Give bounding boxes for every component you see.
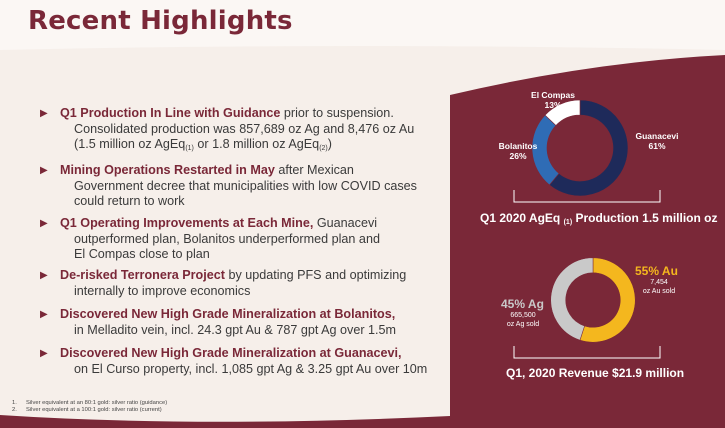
highlight-line: internally to improve economics [74, 283, 251, 298]
bullet-arrow-icon: ▶ [40, 108, 48, 119]
highlight-head: Mining Operations Restarted in May [60, 163, 275, 177]
highlight-operations [40, 163, 460, 210]
bullet-arrow-icon: ▶ [40, 309, 48, 320]
slice-detail-au: 7,454 oz Au sold [642, 279, 676, 295]
slice-label-bolanitos: Bolanitos 26% [498, 141, 538, 161]
production-chart-caption: Q1 2020 AgEq $_{(1)}$ Production 1.5 million oz [480, 211, 718, 226]
highlight-line: Consolidated production was 857,689 oz Ag and 8,476 oz Au [74, 121, 415, 136]
revenue-donut-chart [549, 256, 637, 344]
page-title: Recent Highlights [28, 6, 293, 36]
highlight-rest: prior to suspension. [280, 106, 394, 120]
highlight-bolanitos [40, 307, 460, 338]
highlight-head: Q1 Production In Line with Guidance [60, 106, 281, 120]
highlight-line: on El Curso property, incl. 1,085 gpt Ag & 3.25 gpt Au over 10m [74, 361, 428, 376]
footnote: 1. Silver equivalent at an 80:1 gold: silver ratio (guidance) [12, 400, 168, 406]
bullet-arrow-icon: ▶ [40, 165, 48, 176]
highlight-rest: Guanacevi [313, 216, 378, 230]
highlight-line: El Compas close to plan [74, 247, 210, 262]
highlight-improvements [40, 216, 460, 263]
highlight-line: could return to work [74, 194, 185, 209]
slice-label-au: 55% Au [635, 264, 678, 278]
bullet-arrow-icon: ▶ [40, 218, 48, 229]
highlight-head: De-risked Terronera Project [60, 268, 225, 282]
highlight-head: Discovered New High Grade Mineralization at Guanacevi, [60, 346, 402, 360]
highlight-line: in Melladito vein, incl. 24.3 gpt Au & 787 gpt Ag over 1.5m [74, 322, 397, 337]
highlight-head: Discovered New High Grade Mineralization at Bolanitos, [60, 307, 396, 321]
highlight-guanacevi [40, 346, 460, 377]
slice-detail-ag: 665,500 oz Ag sold [506, 312, 540, 328]
highlight-terronera [40, 268, 460, 299]
chart-bracket [512, 344, 662, 364]
highlight-rest: by updating PFS and optimizing [224, 268, 407, 282]
highlight-line: (1.5 million oz AgEq$_{(1)}$ or 1.8 million oz AgEq$_{(2)}$) [74, 137, 332, 153]
highlight-production [40, 106, 460, 157]
highlight-head: Q1 Operating Improvements at Each Mine, [60, 216, 314, 230]
bullet-arrow-icon: ▶ [40, 348, 48, 359]
production-donut-chart [530, 98, 630, 198]
footnotes [12, 400, 167, 414]
highlight-rest: after Mexican [274, 163, 354, 177]
footnote: 2. Silver equivalent at a 100:1 gold: silver ratio (current) [12, 407, 162, 413]
chart-bracket [512, 188, 662, 208]
bullet-arrow-icon: ▶ [40, 270, 48, 281]
slice-label-ag: 45% Ag [501, 297, 544, 311]
highlight-line: Government decree that municipalities with low COVID cases [74, 178, 417, 193]
highlight-line: outperformed plan, Bolanitos underperformed plan and [74, 231, 380, 246]
slice-label-el-compas: El Compas 13% [531, 90, 575, 110]
slice-label-guanacevi: Guanacevi 61% [635, 131, 679, 151]
revenue-chart-caption: Q1, 2020 Revenue $21.9 million [506, 366, 685, 380]
